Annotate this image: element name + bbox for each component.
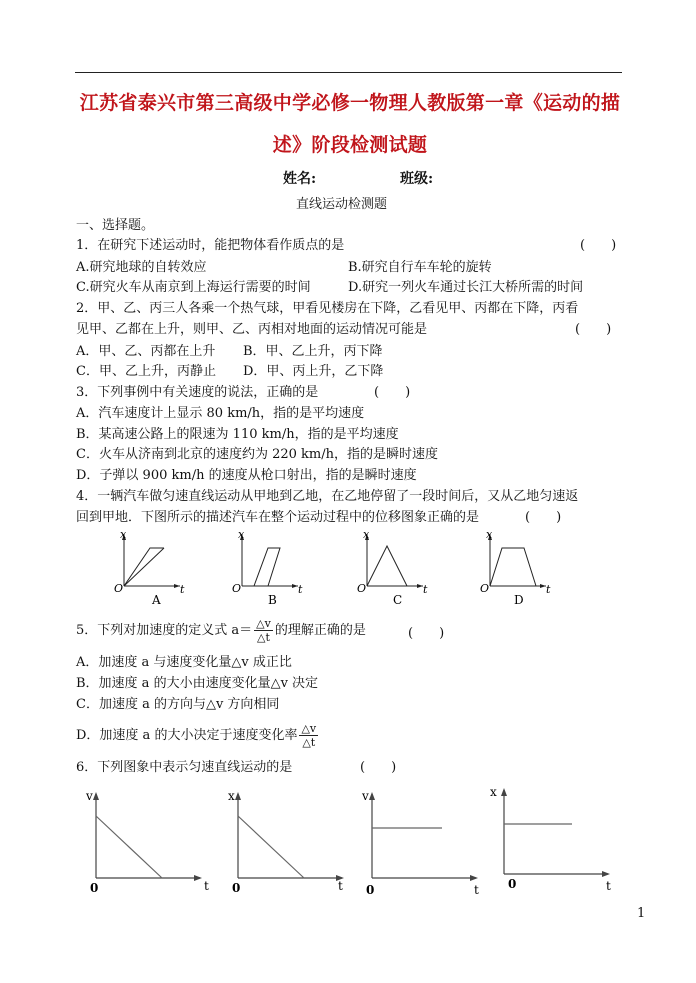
q4-c-label: C [393,593,403,607]
q6-graph-3 [358,786,488,896]
q5-fraction [254,617,273,644]
q6-g4-x-label: t [606,879,611,893]
q2-option-d: D．甲、丙上升，乙下降 [243,364,384,379]
q2-paren: ( ) [575,322,612,337]
q1-option-a: A.研究地球的自转效应 [76,260,207,275]
q1-option-d: D.研究一列火车通过长江大桥所需的时间 [348,280,584,295]
subtitle: 直线运动检测题 [296,197,388,212]
q5-option-d-numerator: △v [301,722,317,735]
q4-stem-line2: 回到甲地．下图所示的描述汽车在整个运动过程中的位移图象正确的是 [76,510,480,525]
q5-option-b: B．加速度 a 的大小由速度变化量△v 决定 [76,676,319,691]
q2-option-b: B．甲、乙上升，丙下降 [243,344,383,359]
q6-g3-x-label: t [474,883,479,897]
q4-d-y-label: x [486,528,493,541]
q5-option-d [76,722,320,749]
q4-d-origin: O [480,582,490,595]
q4-c-origin: O [357,582,367,595]
q6-g2-origin: 0 [232,881,241,895]
q4-c-y-label: x [363,528,370,541]
q6-paren: ( ) [360,760,397,775]
q5-stem-post: 的理解正确的是 [274,623,366,638]
q4-c-x-label: t [423,583,428,596]
q4-paren: ( ) [525,510,562,525]
q6-g1-y-label: v [86,789,93,803]
q2-option-a: A．甲、乙、丙都在上升 [76,344,216,359]
q2-stem-line1: 2．甲、乙、丙三人各乘一个热气球，甲看见楼房在下降，乙看见甲、丙都在下降，丙看 [76,301,579,316]
q6-g4-origin: 0 [508,877,517,891]
q3-option-b: B．某高速公路上的限速为 110 km/h，指的是平均速度 [76,427,399,442]
q5-paren: ( ) [408,626,445,641]
q4-a-label: A [152,593,161,607]
q4-graph-c [355,528,435,608]
q6-stem: 6．下列图象中表示匀速直线运动的是 [76,760,293,775]
q4-graph-b [230,528,310,608]
q6-g1-x-label: t [204,879,209,893]
document-title-line2: 述》阶段检测试题 [272,134,428,156]
q3-paren: ( ) [374,385,411,400]
q1-option-b: B.研究自行车车轮的旋转 [348,260,492,275]
class-label: 班级: [400,171,434,187]
q4-graph-d [478,528,558,608]
q2-option-c: C．甲、乙上升，丙静止 [76,364,216,379]
q5-option-d-fraction [299,722,318,749]
name-label: 姓名: [283,171,317,187]
q4-a-x-label: t [180,583,185,596]
q5-option-c: C．加速度 a 的方向与△v 方向相同 [76,697,280,712]
q5-fraction-numerator: △v [256,617,271,630]
q4-a-y-label: x [120,528,127,541]
q6-g3-y-label: v [362,789,369,803]
q6-g1-origin: 0 [90,881,99,895]
q6-g2-x-label: t [338,879,343,893]
section-heading: 一、选择题。 [76,218,155,233]
q4-b-origin: O [232,582,242,595]
q5-fraction-denominator: △t [257,631,270,644]
q1-paren: ( ) [580,238,617,253]
q4-b-y-label: x [238,528,245,541]
q5-option-d-denominator: △t [302,736,316,749]
document-title-line1: 江苏省泰兴市第三高级中学必修一物理人教版第一章《运动的描 [79,92,621,114]
q3-option-c: C．火车从济南到北京的速度约为 220 km/h，指的是瞬时速度 [76,447,438,462]
q4-graph-a [112,528,192,608]
q4-b-x-label: t [298,583,303,596]
q4-b-label: B [268,593,277,607]
q6-g4-y-label: x [490,785,497,799]
q2-stem-line2: 见甲、乙都在上升，则甲、乙、丙相对地面的运动情况可能是 [76,322,428,337]
q3-option-d: D．子弹以 900 km/h 的速度从枪口射出，指的是瞬时速度 [76,468,417,483]
q6-graph-4 [490,782,620,894]
q5-stem-pre: 5．下列对加速度的定义式 a＝ [76,623,253,638]
page-number: 1 [637,906,646,921]
q4-a-origin: O [114,582,124,595]
q4-d-x-label: t [546,583,551,596]
q1-stem: 1．在研究下述运动时，能把物体看作质点的是 [76,238,345,253]
q3-option-a: A．汽车速度计上显示 80 km/h，指的是平均速度 [76,406,365,421]
q6-graph-1 [82,786,212,896]
q3-stem: 3．下列事例中有关速度的说法，正确的是 [76,385,319,400]
q4-stem-line1: 4．一辆汽车做匀速直线运动从甲地到乙地，在乙地停留了一段时间后，又从乙地匀速返 [76,489,579,504]
q5-option-d-text: D．加速度 a 的大小决定于速度变化率 [76,728,298,743]
q5-option-a: A．加速度 a 与速度变化量△v 成正比 [76,655,292,670]
q4-d-label: D [514,593,524,607]
q1-option-c: C.研究火车从南京到上海运行需要的时间 [76,280,311,295]
header-rule [75,72,622,73]
q5-stem [76,617,366,644]
q6-graph-2 [224,786,354,896]
q6-g2-y-label: x [228,789,235,803]
q6-g3-origin: 0 [366,883,375,897]
